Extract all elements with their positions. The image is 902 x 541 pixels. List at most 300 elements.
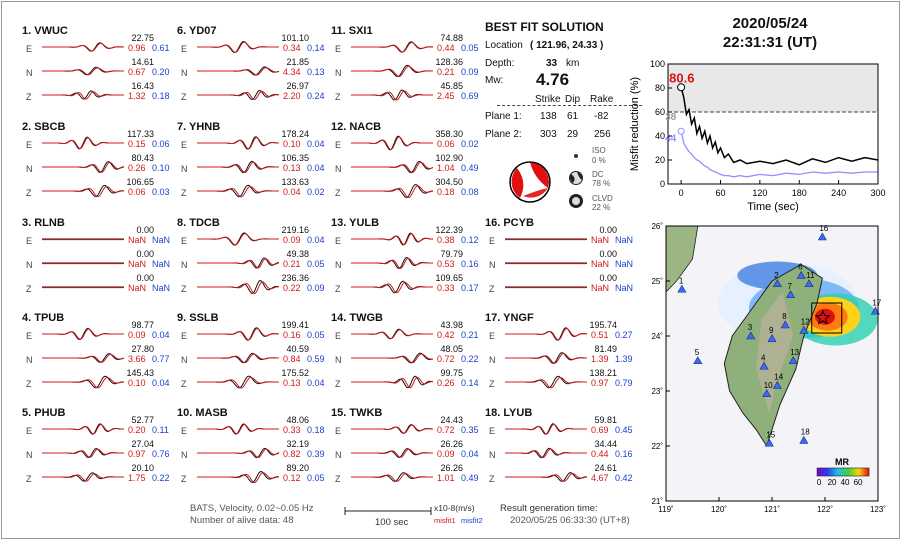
- amplitude-value: 27.04: [131, 439, 154, 449]
- misfit2-value: 0.39: [307, 449, 325, 459]
- mr-annotation: 44: [665, 133, 677, 145]
- lat-tick-label: 21˚: [651, 497, 663, 506]
- station-number: 9: [769, 325, 774, 335]
- component-label: Z: [335, 284, 341, 294]
- amplitude-value: 199.41: [281, 320, 309, 330]
- component-label: Z: [489, 284, 495, 294]
- amplitude-value: 24.43: [440, 415, 463, 425]
- misfit1-value: 0.21: [437, 67, 455, 77]
- misfit2-value: 0.69: [461, 91, 479, 101]
- x-tick-label: 180: [791, 188, 807, 198]
- misfit2-value: 0.10: [152, 163, 170, 173]
- misfit1-value: 1.75: [128, 473, 146, 483]
- misfit2-value: 0.17: [461, 283, 479, 293]
- amplitude-value: 89.20: [286, 463, 309, 473]
- component-label: N: [26, 260, 33, 270]
- station-number: 15: [766, 430, 776, 440]
- component-label: E: [26, 236, 33, 246]
- misfit2-value: 0.21: [461, 330, 479, 340]
- station-title: 3. RLNB: [22, 217, 65, 229]
- misfit1-value: 0.20: [128, 425, 146, 435]
- amplitude-value: 0.00: [136, 225, 154, 235]
- misfit1-value: 0.09: [128, 330, 146, 340]
- misfit1-value: 0.51: [591, 330, 609, 340]
- misfit1-value: 0.04: [283, 187, 301, 197]
- component-label: E: [489, 426, 496, 436]
- x-axis-label: Time (sec): [747, 201, 799, 213]
- station-number: 5: [694, 347, 700, 357]
- misfit1-value: NaN: [128, 283, 147, 293]
- component-label: E: [335, 236, 342, 246]
- amplitude-value: 117.33: [127, 129, 154, 139]
- misfit2-value: 0.77: [152, 354, 170, 364]
- misfit2-value: 0.42: [615, 473, 633, 483]
- iso-value: 0 %: [592, 156, 606, 165]
- misfit2-value: 0.08: [461, 187, 479, 197]
- station-number: 16: [819, 224, 829, 233]
- component-label: Z: [335, 474, 341, 484]
- amplitude-value: 358.30: [435, 129, 463, 139]
- station-number: 10: [763, 380, 773, 390]
- station-number: 17: [872, 298, 882, 308]
- plane1-strike: 138: [540, 111, 557, 122]
- y-tick-label: 20: [654, 155, 665, 165]
- mr-colorbar: [817, 468, 869, 476]
- component-label: E: [181, 44, 188, 54]
- amplitude-value: 32.19: [286, 439, 309, 449]
- amplitude-value: 26.97: [286, 81, 309, 91]
- misfit1-value: 0.44: [437, 43, 455, 53]
- mr-colorbar-tick: 20: [827, 478, 837, 487]
- station-title: 15. TWKB: [331, 407, 383, 419]
- mr-map: [644, 220, 902, 520]
- misfit2-value: 0.11: [152, 425, 169, 435]
- beachball-icon: [508, 160, 552, 204]
- gen-time-label: Result generation time:: [500, 503, 598, 514]
- amplitude-value: 178.24: [281, 129, 309, 139]
- misfit2-value: 0.35: [461, 425, 479, 435]
- misfit2-value: 0.02: [461, 139, 479, 149]
- plane1-label: Plane 1:: [485, 111, 522, 122]
- misfit2-value: 0.76: [152, 449, 170, 459]
- amplitude-value: 133.63: [281, 177, 309, 187]
- amplitude-value: 27.80: [131, 344, 154, 354]
- station-title: 1. VWUC: [22, 25, 68, 37]
- lat-tick-label: 26˚: [651, 222, 663, 231]
- component-label: E: [335, 331, 342, 341]
- component-label: N: [181, 260, 188, 270]
- misfit1-value: 0.72: [437, 354, 455, 364]
- misfit1-value: 0.15: [128, 139, 146, 149]
- amplitude-value: 195.74: [589, 320, 617, 330]
- component-label: E: [26, 426, 33, 436]
- misfit2-value: NaN: [152, 283, 171, 293]
- component-label: N: [26, 355, 33, 365]
- amplitude-value: 0.00: [599, 225, 617, 235]
- misfit2-value: 0.59: [307, 354, 325, 364]
- component-label: Z: [335, 92, 341, 102]
- misfit2-value: 0.05: [307, 473, 325, 483]
- misfit2-value: 0.79: [615, 378, 633, 388]
- event-time: 22:31:31 (UT): [722, 34, 818, 51]
- misfit1-value: 0.44: [591, 449, 609, 459]
- gen-time-value: 2020/05/25 06:33:30 (UT+8): [510, 515, 630, 526]
- misfit2-value: 0.18: [307, 425, 325, 435]
- component-label: Z: [181, 188, 187, 198]
- component-label: N: [181, 450, 188, 460]
- component-label: E: [335, 426, 342, 436]
- component-label: E: [489, 236, 496, 246]
- misfit1-value: 0.13: [283, 378, 301, 388]
- amplitude-value: 99.75: [440, 368, 463, 378]
- station-title: 8. TDCB: [177, 217, 220, 229]
- component-label: Z: [489, 474, 495, 484]
- station-title: 9. SSLB: [177, 312, 219, 324]
- amplitude-value: 74.88: [440, 33, 463, 43]
- component-label: E: [335, 44, 342, 54]
- table-divider: [497, 105, 642, 106]
- misfit1-value: 0.38: [437, 235, 455, 245]
- misfit2-value: 0.04: [307, 139, 325, 149]
- amplitude-value: 0.00: [136, 249, 154, 259]
- component-label: N: [26, 164, 33, 174]
- station-title: 5. PHUB: [22, 407, 66, 419]
- component-label: E: [181, 236, 188, 246]
- units-label: x10-8(m/s): [434, 503, 475, 513]
- misfit2-value: 0.04: [307, 378, 325, 388]
- misfit1-value: 0.21: [283, 259, 301, 269]
- amplitude-value: 21.85: [286, 57, 309, 67]
- misfit1-value: NaN: [128, 259, 147, 269]
- misfit2-value: 0.22: [152, 473, 170, 483]
- time-scale-bar: [343, 506, 433, 516]
- misfit1-value: 0.69: [591, 425, 609, 435]
- misfit2-value: 0.61: [152, 43, 170, 53]
- misfit2-value: 0.04: [461, 449, 479, 459]
- misfit2-value: 0.45: [615, 425, 633, 435]
- component-label: Z: [489, 379, 495, 389]
- station-number: 2: [774, 270, 779, 280]
- misfit1-value: 0.67: [128, 67, 146, 77]
- y-tick-label: 80: [654, 83, 665, 93]
- misfit2-value: 0.13: [307, 67, 325, 77]
- station-title: 16. PCYB: [485, 217, 534, 229]
- amplitude-value: 40.59: [286, 344, 309, 354]
- plane2-rake: 256: [594, 129, 611, 140]
- location-label: Location: [485, 40, 523, 51]
- amplitude-value: 48.05: [440, 344, 463, 354]
- misfit2-value: 0.05: [307, 259, 325, 269]
- misfit1-value: 0.33: [283, 425, 301, 435]
- amplitude-value: 43.98: [440, 320, 463, 330]
- misfit2-value: 0.16: [615, 449, 633, 459]
- amplitude-value: 24.61: [594, 463, 617, 473]
- amplitude-value: 128.36: [435, 57, 463, 67]
- event-date: 2020/05/24: [732, 15, 808, 32]
- component-label: E: [26, 331, 33, 341]
- mw-label: Mw:: [485, 75, 504, 86]
- misfit1-value: 0.12: [283, 473, 301, 483]
- misfit2-value: 0.05: [461, 43, 479, 53]
- misfit2-value: 1.39: [615, 354, 633, 364]
- clvd-icon: [567, 192, 585, 210]
- misfit2-value: 0.27: [615, 330, 633, 340]
- mr-colorbar-tick: 0: [816, 478, 822, 487]
- component-label: Z: [26, 379, 32, 389]
- misfit1-value: 0.13: [283, 163, 301, 173]
- x-tick-label: 0: [678, 188, 684, 198]
- misfit2-value: NaN: [615, 283, 634, 293]
- station-title: 13. YULB: [331, 217, 380, 229]
- y-tick-label: 100: [649, 59, 665, 69]
- misfit2-legend: misfit2: [461, 516, 483, 525]
- x-tick-label: 300: [870, 188, 886, 198]
- iso-label: ISO: [592, 146, 606, 155]
- clvd-label: CLVD: [592, 194, 613, 203]
- misfit1-value: NaN: [128, 235, 147, 245]
- misfit2-value: 0.02: [307, 187, 325, 197]
- misfit1-value: NaN: [591, 259, 610, 269]
- station-number: 11: [806, 270, 815, 280]
- misfit1-value: 0.26: [128, 163, 146, 173]
- component-label: Z: [335, 379, 341, 389]
- amplitude-value: 59.81: [594, 415, 617, 425]
- misfit2-value: 0.09: [461, 67, 479, 77]
- station-number: 7: [787, 281, 793, 291]
- misfit1-value: 0.10: [283, 139, 301, 149]
- station-number: 14: [774, 372, 784, 382]
- footer-filter: BATS, Velocity, 0.02~0.05 Hz: [190, 503, 314, 514]
- amplitude-value: 109.65: [435, 273, 463, 283]
- misfit1-legend: misfit1: [434, 516, 456, 525]
- amplitude-value: 236.36: [281, 273, 309, 283]
- clvd-value: 22 %: [592, 203, 611, 212]
- misfit1-value: 0.26: [437, 378, 455, 388]
- misfit2-value: 0.24: [307, 91, 325, 101]
- amplitude-value: 49.38: [286, 249, 309, 259]
- misfit2-value: 0.49: [461, 163, 479, 173]
- misfit1-value: 1.04: [437, 163, 455, 173]
- component-label: N: [489, 450, 496, 460]
- station-number: 1: [678, 276, 684, 286]
- lat-tick-label: 22˚: [651, 442, 663, 451]
- amplitude-value: 106.35: [281, 153, 309, 163]
- y-tick-label: 60: [654, 107, 665, 117]
- misfit1-value: 2.20: [283, 91, 301, 101]
- component-label: Z: [26, 92, 32, 102]
- amplitude-value: 52.77: [131, 415, 154, 425]
- station-number: 12: [800, 317, 810, 327]
- misfit2-value: NaN: [615, 235, 634, 245]
- mr-marker-2: [678, 128, 684, 134]
- misfit1-value: 0.96: [128, 43, 146, 53]
- dc-icon: [568, 170, 584, 186]
- x-tick-label: 60: [715, 188, 726, 198]
- misfit1-value: 0.06: [437, 139, 455, 149]
- amplitude-value: 106.65: [126, 177, 154, 187]
- misfit1-value: 0.18: [437, 187, 455, 197]
- component-label: Z: [181, 92, 187, 102]
- scale-label: 100 sec: [375, 517, 409, 528]
- amplitude-value: 304.50: [435, 177, 463, 187]
- lon-tick-label: 121˚: [763, 505, 781, 514]
- plane1-rake: -82: [594, 111, 609, 122]
- misfit1-value: 4.34: [283, 67, 301, 77]
- component-label: Z: [26, 474, 32, 484]
- component-label: E: [489, 331, 496, 341]
- component-label: Z: [181, 284, 187, 294]
- amplitude-value: 219.16: [281, 225, 309, 235]
- station-number: 8: [782, 312, 787, 321]
- component-label: N: [181, 164, 188, 174]
- amplitude-value: 79.79: [440, 249, 463, 259]
- misfit2-value: 0.20: [152, 67, 170, 77]
- misfit1-value: 0.16: [283, 330, 301, 340]
- misfit2-value: 0.22: [461, 354, 479, 364]
- misfit1-value: 0.34: [283, 43, 301, 53]
- station-title: 12. NACB: [331, 121, 382, 133]
- lon-tick-label: 122˚: [816, 505, 834, 514]
- misfit1-value: 3.66: [128, 354, 146, 364]
- lon-tick-label: 123˚: [869, 505, 887, 514]
- misfit1-value: 0.72: [437, 425, 455, 435]
- x-tick-label: 120: [752, 188, 768, 198]
- amplitude-value: 34.44: [594, 439, 617, 449]
- lat-tick-label: 23˚: [651, 387, 663, 396]
- mr-annotation: 80.6: [669, 70, 695, 86]
- mr-series-line: [681, 117, 878, 171]
- lat-tick-label: 24˚: [651, 332, 663, 341]
- station-number: 3: [747, 323, 753, 332]
- misfit1-value: 0.10: [128, 378, 146, 388]
- misfit1-value: 0.42: [437, 330, 455, 340]
- misfit1-value: 0.97: [591, 378, 609, 388]
- y-tick-label: 0: [659, 179, 665, 189]
- station-number: 4: [761, 353, 766, 363]
- plane2-dip: 29: [567, 129, 579, 140]
- misfit1-value: 0.53: [437, 259, 455, 269]
- misfit-reduction-chart: [628, 58, 896, 218]
- misfit1-value: 4.67: [591, 473, 609, 483]
- high-reduction-zone: [668, 64, 878, 112]
- amplitude-value: 101.10: [281, 33, 309, 43]
- amplitude-value: 0.00: [599, 249, 617, 259]
- component-label: Z: [26, 188, 32, 198]
- station-title: 2. SBCB: [22, 121, 66, 133]
- mr-colorbar-title: MR: [835, 457, 850, 467]
- amplitude-value: 80.43: [131, 153, 154, 163]
- misfit1-value: 0.82: [283, 449, 301, 459]
- depth-label: Depth:: [485, 58, 515, 69]
- header-dip: Dip: [565, 94, 581, 105]
- component-label: E: [181, 140, 188, 150]
- x-tick-label: 240: [831, 188, 847, 198]
- component-label: Z: [335, 188, 341, 198]
- header-rake: Rake: [590, 94, 614, 105]
- component-label: E: [26, 140, 33, 150]
- misfit1-value: 0.84: [283, 354, 301, 364]
- misfit1-value: 0.22: [283, 283, 301, 293]
- component-label: N: [489, 260, 496, 270]
- amplitude-value: 20.10: [131, 463, 154, 473]
- misfit2-value: 0.14: [307, 43, 325, 53]
- y-axis-label: Misfit reduction (%): [629, 76, 641, 172]
- misfit2-value: 0.06: [152, 139, 170, 149]
- misfit1-value: 2.45: [437, 91, 455, 101]
- amplitude-value: 175.52: [281, 368, 309, 378]
- iso-icon: [570, 150, 582, 162]
- component-label: Z: [181, 379, 187, 389]
- station-title: 11. SXI1: [331, 25, 373, 37]
- misfit2-value: 0.04: [152, 378, 170, 388]
- component-label: N: [489, 355, 496, 365]
- misfit1-value: 0.97: [128, 449, 146, 459]
- misfit1-value: 0.33: [437, 283, 455, 293]
- amplitude-value: 102.90: [435, 153, 463, 163]
- component-label: N: [335, 68, 342, 78]
- misfit2-value: 0.09: [307, 283, 325, 293]
- misfit2-value: 0.04: [152, 330, 170, 340]
- component-label: E: [26, 44, 33, 54]
- lat-tick-label: 25˚: [651, 277, 663, 286]
- station-title: 14. TWGB: [331, 312, 383, 324]
- station-title: 4. TPUB: [22, 312, 65, 324]
- depth-unit: km: [566, 58, 580, 69]
- plane1-dip: 61: [567, 111, 579, 122]
- dc-label: DC: [592, 170, 604, 179]
- misfit1-value: 0.09: [283, 235, 301, 245]
- plane2-label: Plane 2:: [485, 129, 522, 140]
- header-strike: Strike: [535, 94, 561, 105]
- component-label: E: [335, 140, 342, 150]
- mr-annotation: 38: [665, 111, 677, 123]
- misfit2-value: 0.04: [307, 163, 325, 173]
- location-value: ( 121.96, 24.33 ): [530, 40, 604, 51]
- component-label: N: [335, 260, 342, 270]
- misfit2-value: NaN: [152, 235, 171, 245]
- mr-colorbar-tick: 60: [853, 478, 863, 487]
- amplitude-value: 45.85: [440, 81, 463, 91]
- station-title: 18. LYUB: [485, 407, 533, 419]
- amplitude-value: 0.00: [136, 273, 154, 283]
- amplitude-value: 14.61: [131, 57, 154, 67]
- misfit1-value: 1.39: [591, 354, 609, 364]
- component-label: N: [335, 450, 342, 460]
- amplitude-value: 26.26: [440, 439, 463, 449]
- misfit2-value: 0.49: [461, 473, 479, 483]
- amplitude-value: 22.75: [131, 33, 154, 43]
- misfit2-value: 0.14: [461, 378, 479, 388]
- misfit1-value: 1.32: [128, 91, 146, 101]
- misfit2-value: 0.18: [152, 91, 170, 101]
- component-label: N: [181, 355, 188, 365]
- component-label: N: [335, 164, 342, 174]
- mw-value: 4.76: [536, 70, 570, 89]
- amplitude-value: 122.39: [435, 225, 463, 235]
- amplitude-value: 138.21: [589, 368, 617, 378]
- amplitude-value: 16.43: [131, 81, 154, 91]
- amplitude-value: 98.77: [131, 320, 154, 330]
- misfit2-value: 0.05: [307, 330, 325, 340]
- lon-tick-label: 120˚: [710, 505, 728, 514]
- misfit2-value: 0.04: [307, 235, 325, 245]
- amplitude-value: 48.06: [286, 415, 309, 425]
- amplitude-value: 145.43: [126, 368, 154, 378]
- station-title: 7. YHNB: [177, 121, 221, 133]
- misfit1-value: 1.01: [437, 473, 455, 483]
- component-label: E: [181, 331, 188, 341]
- station-title: 17. YNGF: [485, 312, 534, 324]
